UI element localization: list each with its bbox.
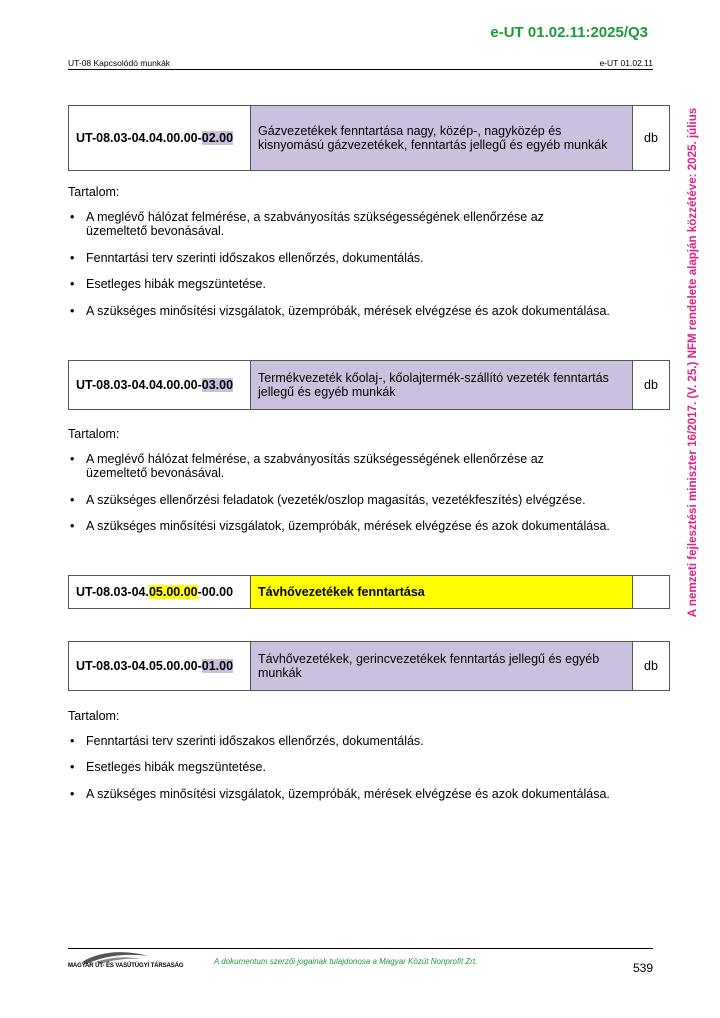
- item-row-3: [68, 575, 670, 609]
- item-title-text: Távhővezetékek, gerincvezetékek fenntartás jellegű és egyéb munkák: [258, 651, 600, 680]
- list-item: • Esetleges hibák megszüntetése.: [68, 277, 668, 292]
- item-row-4: [68, 641, 670, 691]
- item-code-prefix: UT-08.03-04.05.00.00-: [76, 659, 202, 673]
- content-section-3: [68, 709, 668, 813]
- section-label: Tartalom:: [68, 185, 120, 199]
- list-item: • A szükséges minősítési vizsgálatok, üzempróbák, mérések elvégzése és azok dokumentálása.: [68, 519, 668, 534]
- page-number: 539: [632, 961, 653, 975]
- list-item: • A szükséges minősítési vizsgálatok, üzempróbák, mérések elvégzése és azok dokumentálása.: [68, 304, 668, 319]
- footer-divider: [68, 948, 653, 949]
- section-label: Tartalom:: [68, 709, 120, 723]
- side-note: [684, 95, 702, 630]
- copyright-notice: A dokumentum szerzői jogainak tulajdonosa a Magyar Közút Nonprofit Zrt.: [214, 957, 478, 966]
- side-note-text: A nemzeti fejlesztési miniszter 16/2017. (V. 25.) NFM rendelete alapján közzétéve: 2025. július: [686, 107, 700, 618]
- item-row-2: [68, 360, 670, 410]
- item-code-suffix: -00.00: [197, 585, 234, 599]
- list-item: • Esetleges hibák megszüntetése.: [68, 760, 668, 775]
- running-header-left: UT-08 Kapcsolódó munkák: [68, 58, 171, 68]
- logo-text: MAGYAR ÚT- ÉS VASÚTÜGYI TÁRSASÁG: [68, 963, 184, 969]
- item-code-highlight: 01.00: [201, 659, 234, 673]
- running-header: [68, 58, 653, 70]
- item-title: [251, 361, 633, 409]
- content-section-1: [68, 185, 668, 330]
- item-code: [69, 576, 251, 608]
- company-logo-icon: [68, 950, 163, 974]
- item-code-prefix: UT-08.03-04.: [76, 585, 149, 599]
- item-code-highlight: 03.00: [201, 378, 234, 392]
- item-title: [251, 576, 633, 608]
- item-code: [69, 642, 251, 690]
- list-item: • A szükséges minősítési vizsgálatok, üzempróbák, mérések elvégzése és azok dokumentálása.: [68, 787, 668, 802]
- item-code-highlight: 02.00: [201, 131, 234, 145]
- item-code: [69, 106, 251, 170]
- item-title-text: Gázvezetékek fenntartása nagy, közép-, nagyközép és kisnyomású gázvezetékek, fenntartás jellegű és egyéb munkák: [258, 123, 608, 152]
- item-unit: db: [644, 659, 658, 673]
- item-unit: [633, 576, 669, 608]
- item-code-highlight: 05.00.00: [148, 585, 198, 599]
- list-item: • Fenntartási terv szerinti időszakos ellenőrzés, dokumentálás.: [68, 734, 668, 749]
- list-item: • A meglévő hálózat felmérése, a szabványosítás szükségességének ellenőrzése az üzemeltető bevonásával.: [68, 452, 561, 481]
- running-header-right: e-UT 01.02.11: [599, 58, 653, 68]
- item-title: [251, 642, 633, 690]
- item-row-1: [68, 105, 670, 171]
- list-item: • Fenntartási terv szerinti időszakos ellenőrzés, dokumentálás.: [68, 251, 668, 266]
- bullet-list: [68, 734, 668, 802]
- item-unit: db: [644, 378, 658, 392]
- list-item: • A szükséges ellenőrzési feladatok (vezeték/oszlop magasítás, vezetékfeszítés) elvégzése.: [68, 493, 668, 508]
- document-code: e-UT 01.02.11:2025/Q3: [490, 24, 648, 41]
- bullet-list: [68, 210, 668, 319]
- content-section-2: [68, 427, 668, 546]
- item-code: [69, 361, 251, 409]
- item-unit: db: [644, 131, 658, 145]
- item-code-prefix: UT-08.03-04.04.00.00-: [76, 378, 202, 392]
- section-label: Tartalom:: [68, 427, 120, 441]
- item-code-prefix: UT-08.03-04.04.00.00-: [76, 131, 202, 145]
- bullet-list: [68, 452, 668, 534]
- item-title: [251, 106, 633, 170]
- item-title-text: Távhővezetékek fenntartása: [258, 584, 425, 599]
- item-title-text: Termékvezeték kőolaj-, kőolajtermék-szállító vezeték fenntartás jellegű és egyéb munkák: [258, 370, 609, 399]
- list-item: • A meglévő hálózat felmérése, a szabványosítás szükségességének ellenőrzése az üzemeltető bevonásával.: [68, 210, 561, 239]
